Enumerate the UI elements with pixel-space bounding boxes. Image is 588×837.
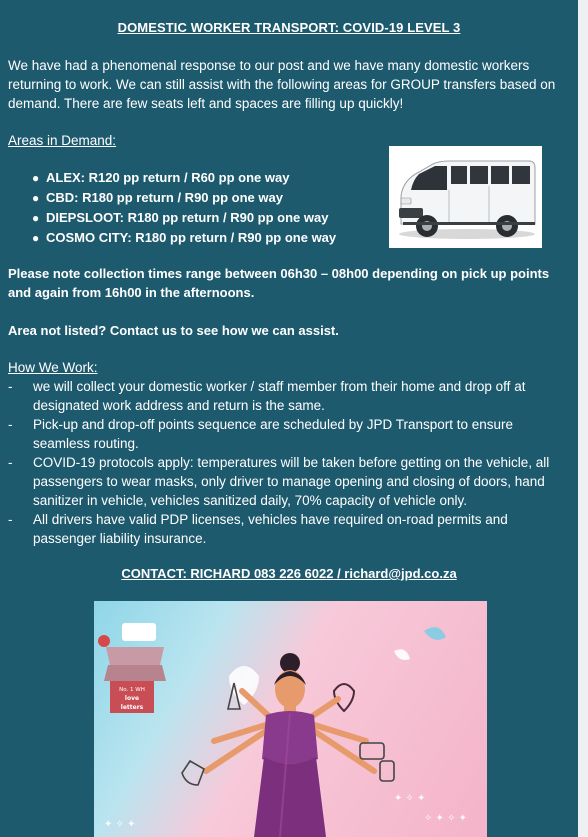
svg-text:✦ ✧ ✦: ✦ ✧ ✦ [394,793,426,804]
how-item-licenses: - All drivers have valid PDP licenses, vehicles have required on-road permits and passenger liability insurance. [8,512,508,546]
svg-text:love: love [124,695,140,702]
how-we-work-list [8,377,573,548]
area-item-cosmo-city: ● COSMO CITY: R180 pp return / R90 pp one way [32,228,336,248]
contact-line: CONTACT: RICHARD 083 226 6022 / richard@jpd.co.za [121,566,457,581]
intro-paragraph: We have had a phenomenal response to our post and we have many domestic workers returning to work. We can still assist with the following areas for GROUP transfers based on demand. There are few seats left and spaces are filling up quickly! [8,58,556,111]
how-we-work-heading: How We Work: [8,360,98,375]
svg-text:letters: letters [120,704,144,711]
typewriter-icon [98,623,166,713]
spray-bottle-icon [380,761,394,781]
domestic-worker-illustration [94,601,487,837]
bullet-icon: ● [32,191,40,205]
flyer-title: DOMESTIC WORKER TRANSPORT: COVID-19 LEVEL 3 [117,20,461,35]
svg-text:No. 1 WH: No. 1 WH [119,687,145,693]
area-item-diepsloot: ● DIEPSLOOT: R180 pp return / R90 pp one way [32,208,336,228]
bullet-icon: ● [32,171,40,185]
area-item-alex: ● ALEX: R120 pp return / R60 pp one way [32,168,336,188]
areas-list [32,168,336,248]
bullet-icon: ● [32,211,40,225]
duster-icon [182,761,204,785]
how-item-routing: - Pick-up and drop-off points sequence are scheduled by JPD Transport to ensure seamless routing. [8,417,514,451]
how-item-collection: - we will collect your domestic worker / staff member from their home and drop off at designated work address and return is the same. [8,379,526,413]
area-not-listed-note: Area not listed? Contact us to see how we can assist. [8,323,339,338]
minibus-van-image [389,146,542,248]
bucket-icon [360,743,384,759]
svg-text:✦ ✧ ✦: ✦ ✧ ✦ [104,819,136,830]
area-item-cbd: ● CBD: R180 pp return / R90 pp one way [32,188,336,208]
areas-heading: Areas in Demand: [8,133,117,148]
how-item-covid-protocols: - COVID-19 protocols apply: temperatures will be taken before getting on the vehicle, all passengers to wear masks, only driver to manage opening and closing of doors, hand sanitizer in vehicle, vehicles sanitized daily, 70% capacity of vehicle only. [8,455,550,508]
bullet-icon: ● [32,231,40,245]
svg-text:✧ ✦ ✧ ✦: ✧ ✦ ✧ ✦ [424,813,468,824]
collection-times-note: Please note collection times range between 06h30 – 08h00 depending on pick up points and again from 16h00 in the afternoons. [8,266,550,300]
